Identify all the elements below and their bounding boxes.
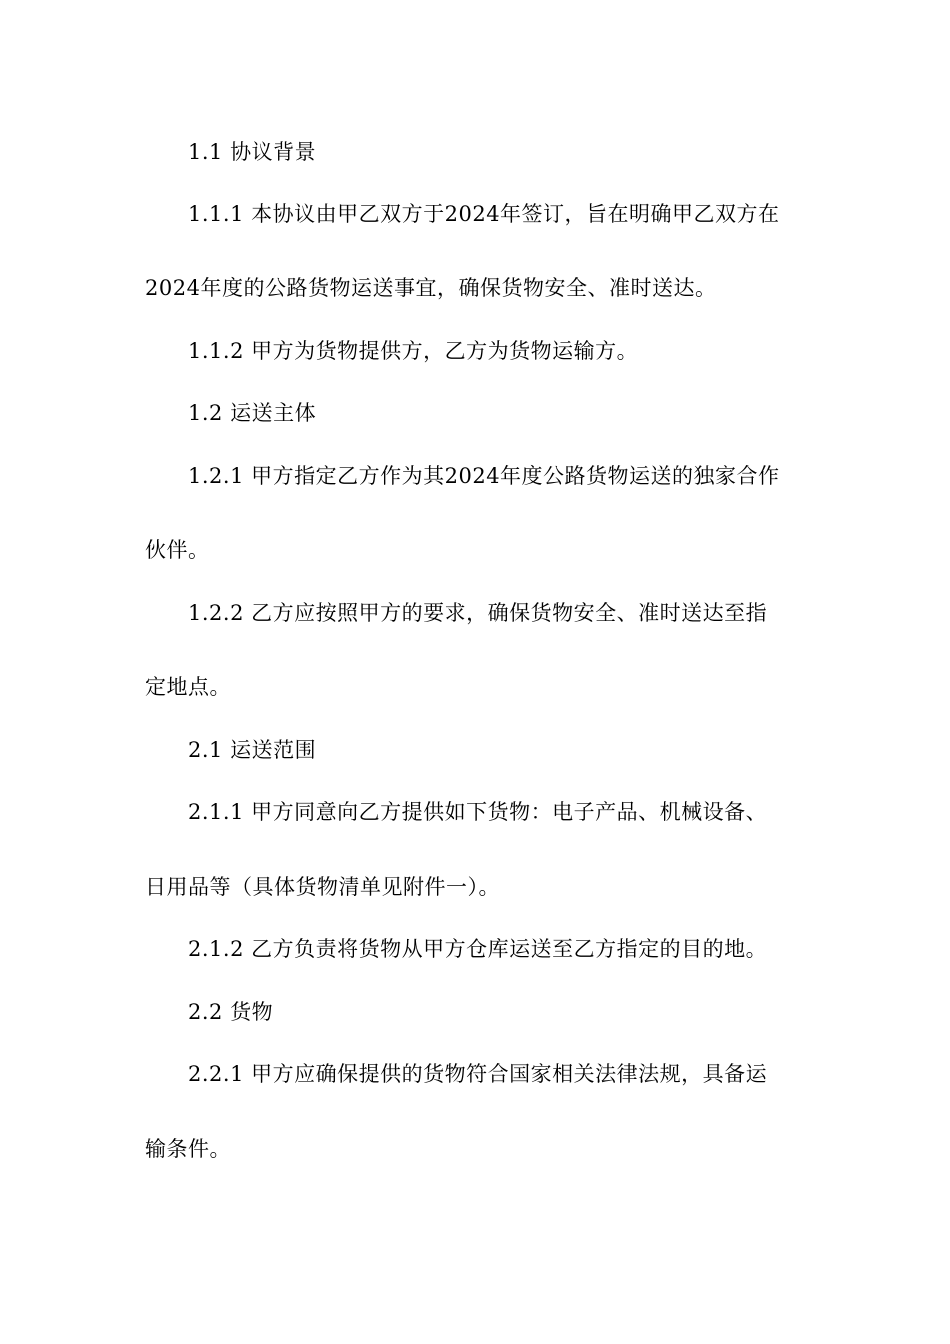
paragraph-line: 2.1.1 甲方同意向乙方提供如下货物：电子产品、机械设备、 xyxy=(188,800,768,824)
paragraph-line: 1.1.2 甲方为货物提供方，乙方为货物运输方。 xyxy=(188,339,639,363)
paragraph-line: 1.2.2 乙方应按照甲方的要求，确保货物安全、准时送达至指 xyxy=(188,601,768,625)
paragraph-line: 2024年度的公路货物运送事宜，确保货物安全、准时送达。 xyxy=(145,276,717,300)
paragraph-line: 1.1.1 本协议由甲乙双方于2024年签订，旨在明确甲乙双方在 xyxy=(188,202,780,226)
paragraph-line: 1.2.1 甲方指定乙方作为其2024年度公路货物运送的独家合作 xyxy=(188,464,780,488)
section-heading: 1.2 运送主体 xyxy=(188,401,317,425)
paragraph-line: 输条件。 xyxy=(145,1137,231,1161)
section-heading: 2.2 货物 xyxy=(188,1000,274,1024)
paragraph-line: 2.1.2 乙方负责将货物从甲方仓库运送至乙方指定的目的地。 xyxy=(188,937,768,961)
section-heading: 2.1 运送范围 xyxy=(188,738,317,762)
paragraph-line: 日用品等（具体货物清单见附件一）。 xyxy=(145,875,500,899)
paragraph-line: 2.2.1 甲方应确保提供的货物符合国家相关法律法规，具备运 xyxy=(188,1062,768,1086)
paragraph-line: 伙伴。 xyxy=(145,538,210,562)
paragraph-line: 定地点。 xyxy=(145,675,231,699)
section-heading: 1.1 协议背景 xyxy=(188,140,317,164)
